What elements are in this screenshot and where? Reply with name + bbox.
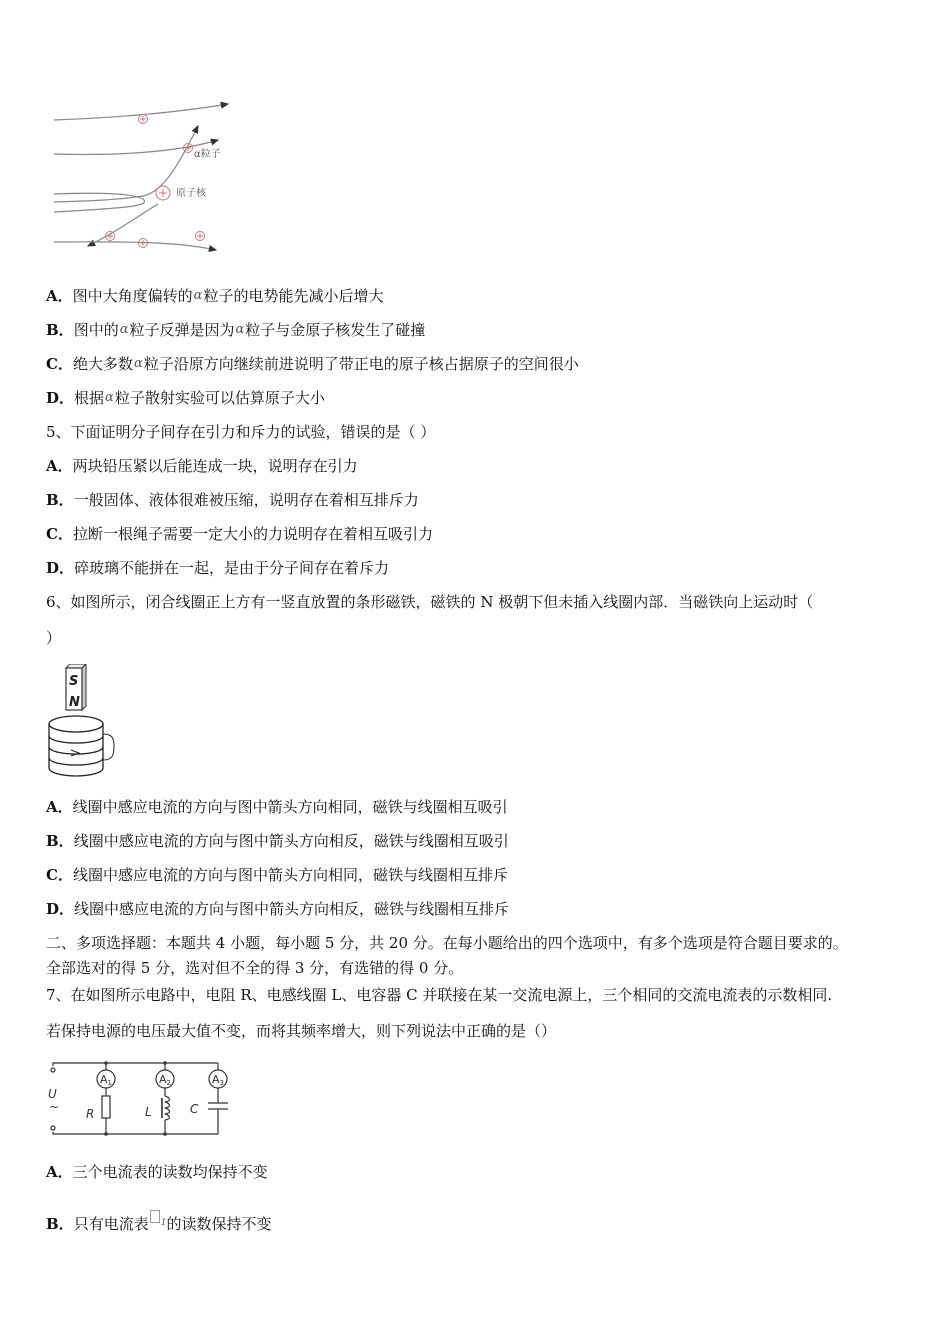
q4-option-b: B．图中的α粒子反弹是因为α粒子与金原子核发生了碰撞 xyxy=(46,321,426,339)
alpha-scattering-figure xyxy=(48,96,248,256)
alpha-symbol: α xyxy=(235,322,245,337)
section2-heading-line1: 二、多项选择题：本题共 4 小题，每小题 5 分，共 20 分。在每小题给出的四个选项中，有多个选项是符合题目要求的。 xyxy=(46,934,848,952)
q5-option-b: B．一般固体、液体很难被压缩，说明存在着相互排斥力 xyxy=(46,491,419,509)
q5-option-c: C．拉断一根绳子需要一定大小的力说明存在着相互吸引力 xyxy=(46,525,433,543)
q4-option-d: D．根据α粒子散射实验可以估算原子大小 xyxy=(46,389,325,407)
source-u-label: U xyxy=(48,1087,57,1101)
ammeter-a2: A2 xyxy=(159,1073,171,1087)
q6-option-c: C．线圈中感应电流的方向与图中箭头方向相同，磁铁与线圈相互排斥 xyxy=(46,866,508,884)
magnet-n-label: N xyxy=(69,695,80,710)
q6-stem-line1: 6、如图所示，闭合线圈正上方有一竖直放置的条形磁铁，磁铁的 N 极朝下但未插入线圈内部．当磁铁向上运动时（ xyxy=(46,593,814,611)
alpha-particle xyxy=(196,232,205,241)
q7-option-b: B．只有电流表 $^1$的读数保持不变 xyxy=(46,1210,271,1234)
q6-option-a: A．线圈中感应电流的方向与图中箭头方向相同，磁铁与线圈相互吸引 xyxy=(46,798,508,816)
magnet-coil-figure xyxy=(46,664,118,780)
capacitor-c xyxy=(208,1103,228,1109)
resistor-r xyxy=(102,1096,110,1118)
alpha-symbol: α xyxy=(133,356,143,371)
q6-option-b: B．线圈中感应电流的方向与图中箭头方向相反，磁铁与线圈相互吸引 xyxy=(46,832,509,850)
ammeter-a1: A1 xyxy=(100,1073,112,1087)
alpha-symbol: α xyxy=(105,390,114,405)
inductor-label: L xyxy=(145,1105,152,1119)
broken-glyph-icon xyxy=(150,1210,160,1223)
alpha-particle-label: α粒子 xyxy=(194,149,221,160)
q6-option-d: D．线圈中感应电流的方向与图中箭头方向相反，磁铁与线圈相互排斥 xyxy=(46,900,510,918)
trajectory-top xyxy=(54,104,228,120)
q5-option-a: A．两块铅压紧以后能连成一块，说明存在引力 xyxy=(46,457,358,475)
trajectory-bottom xyxy=(54,242,216,250)
q4-option-c: C．绝大多数α粒子沿原方向继续前进说明了带正电的原子核占据原子的空间很小 xyxy=(46,355,579,373)
q4-option-a: A．图中大角度偏转的α粒子的电势能先减小后增大 xyxy=(46,287,384,305)
q5-option-d: D．碎玻璃不能拼在一起，是由于分子间存在着斥力 xyxy=(46,559,390,577)
nucleus-icon xyxy=(156,186,170,200)
trajectory-rebound xyxy=(54,193,144,212)
magnet-s-label: S xyxy=(69,674,79,689)
source-tilde-label: ~ xyxy=(49,1100,60,1114)
q7-option-a: A．三个电流表的读数均保持不变 xyxy=(46,1163,268,1181)
alpha-symbol: α xyxy=(119,322,129,337)
nucleus-label: 原子核 xyxy=(176,188,206,199)
ammeter-a3: A3 xyxy=(212,1073,224,1087)
trajectory-back xyxy=(88,204,158,246)
closed-coil xyxy=(49,716,114,776)
q6-stem-line2: ） xyxy=(46,629,62,647)
alpha-particle xyxy=(139,115,148,124)
capacitor-label: C xyxy=(190,1102,199,1116)
q7-stem-line2: 若保持电源的电压最大值不变，而将其频率增大，则下列说法中正确的是（） xyxy=(46,1022,557,1040)
current-arrow-icon xyxy=(71,750,79,756)
rlc-circuit-figure xyxy=(44,1060,234,1140)
bar-magnet xyxy=(66,664,86,710)
q5-stem: 5、下面证明分子间存在引力和斥力的试验，错误的是（ ） xyxy=(46,423,436,441)
q7-stem-line1: 7、在如图所示电路中，电阻 R、电感线圈 L、电容器 C 并联接在某一交流电源上，三个相同的交流电流表的示数相同. xyxy=(46,986,833,1004)
inductor-l xyxy=(165,1096,170,1120)
section2-heading-line2: 全部选对的得 5 分，选对但不全的得 3 分，有选错的得 0 分。 xyxy=(46,959,464,977)
resistor-label: R xyxy=(86,1107,95,1121)
alpha-symbol: α xyxy=(193,288,203,303)
